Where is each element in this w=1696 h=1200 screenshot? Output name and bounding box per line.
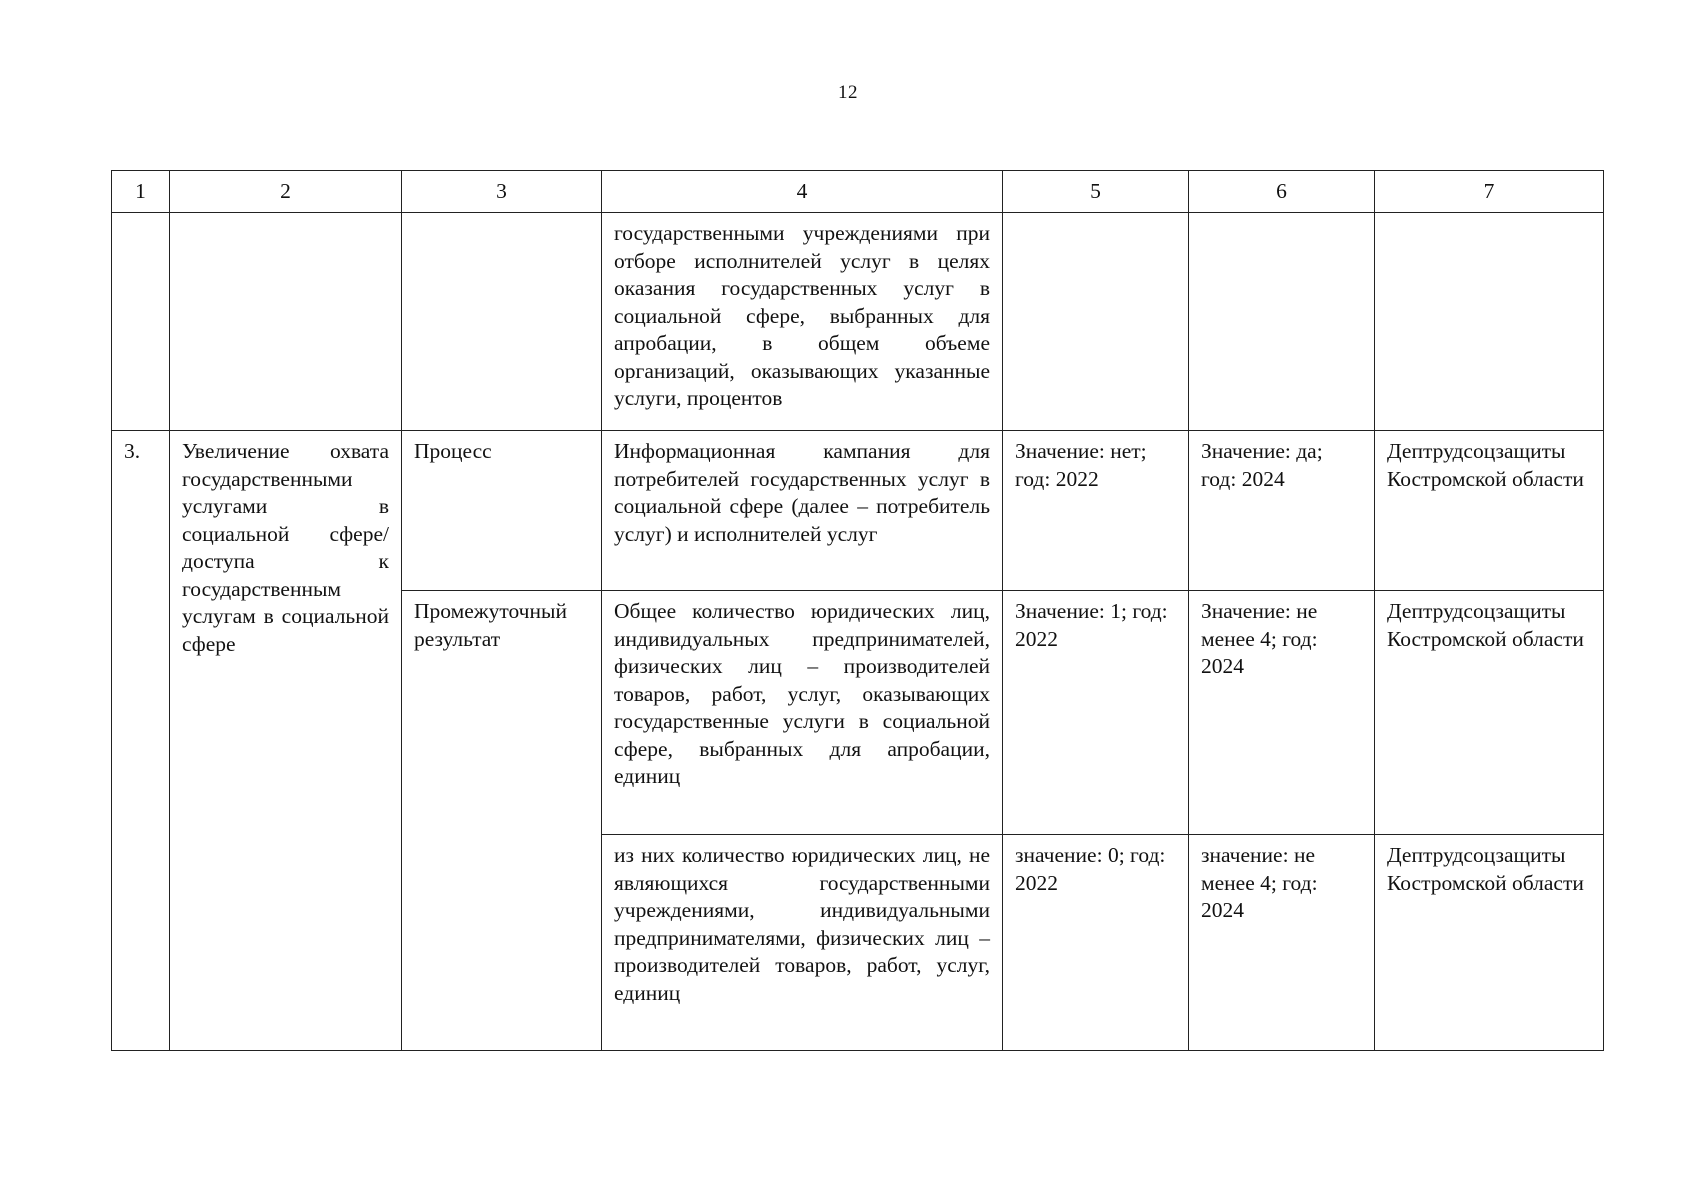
responsible-body: Дептрудсоцзащиты Костромской области bbox=[1375, 591, 1604, 835]
continuation-cell-3 bbox=[402, 213, 602, 431]
indicator-text: из них количество юридических лиц, не являющихся государственными учреждениями, индивидуальными предпринимателями, физических лиц – производителей товаров, работ, услуг, единиц bbox=[602, 835, 1003, 1051]
table-row bbox=[112, 431, 1604, 591]
row-number: 3. bbox=[112, 431, 170, 1051]
target-value: Значение: не менее 4; год: 2024 bbox=[1189, 591, 1375, 835]
continuation-cell-1 bbox=[112, 213, 170, 431]
column-number-7: 7 bbox=[1375, 171, 1604, 213]
base-value: Значение: нет; год: 2022 bbox=[1003, 431, 1189, 591]
indicator-type: Процесс bbox=[402, 431, 602, 591]
column-number-5: 5 bbox=[1003, 171, 1189, 213]
indicator-text: Общее количество юридических лиц, индивидуальных предпринимателей, физических лиц – производителей товаров, работ, услуг, оказывающих государственные услуги в социальной сфере, выбранных для апробации, единиц bbox=[602, 591, 1003, 835]
target-value: значение: не менее 4; год: 2024 bbox=[1189, 835, 1375, 1051]
continuation-cell-2 bbox=[170, 213, 402, 431]
responsible-body: Дептрудсоцзащиты Костромской области bbox=[1375, 431, 1604, 591]
indicators-table bbox=[111, 170, 1604, 1051]
column-number-row bbox=[112, 171, 1604, 213]
base-value: значение: 0; год: 2022 bbox=[1003, 835, 1189, 1051]
goal-text: Увеличение охвата государственными услугами в социальной сфере/доступа к государственным услугам в социальной сфере bbox=[170, 431, 402, 1051]
continuation-cell-6 bbox=[1189, 213, 1375, 431]
target-value: Значение: да; год: 2024 bbox=[1189, 431, 1375, 591]
page-number: 12 bbox=[838, 82, 858, 103]
continuation-cell-7 bbox=[1375, 213, 1604, 431]
column-number-1: 1 bbox=[112, 171, 170, 213]
column-number-2: 2 bbox=[170, 171, 402, 213]
continuation-row bbox=[112, 213, 1604, 431]
continuation-indicator-text: государственными учреждениями при отборе исполнителей услуг в целях оказания государственных услуг в социальной сфере, выбранных для апробации, в общем объеме организаций, оказывающих указанные услуги, процентов bbox=[602, 213, 1003, 431]
responsible-body: Дептрудсоцзащиты Костромской области bbox=[1375, 835, 1604, 1051]
column-number-6: 6 bbox=[1189, 171, 1375, 213]
indicator-text: Информационная кампания для потребителей государственных услуг в социальной сфере (далее – потребитель услуг) и исполнителей услуг bbox=[602, 431, 1003, 591]
base-value: Значение: 1; год: 2022 bbox=[1003, 591, 1189, 835]
column-number-3: 3 bbox=[402, 171, 602, 213]
continuation-cell-5 bbox=[1003, 213, 1189, 431]
indicator-type: Промежуточный результат bbox=[402, 591, 602, 1051]
column-number-4: 4 bbox=[602, 171, 1003, 213]
